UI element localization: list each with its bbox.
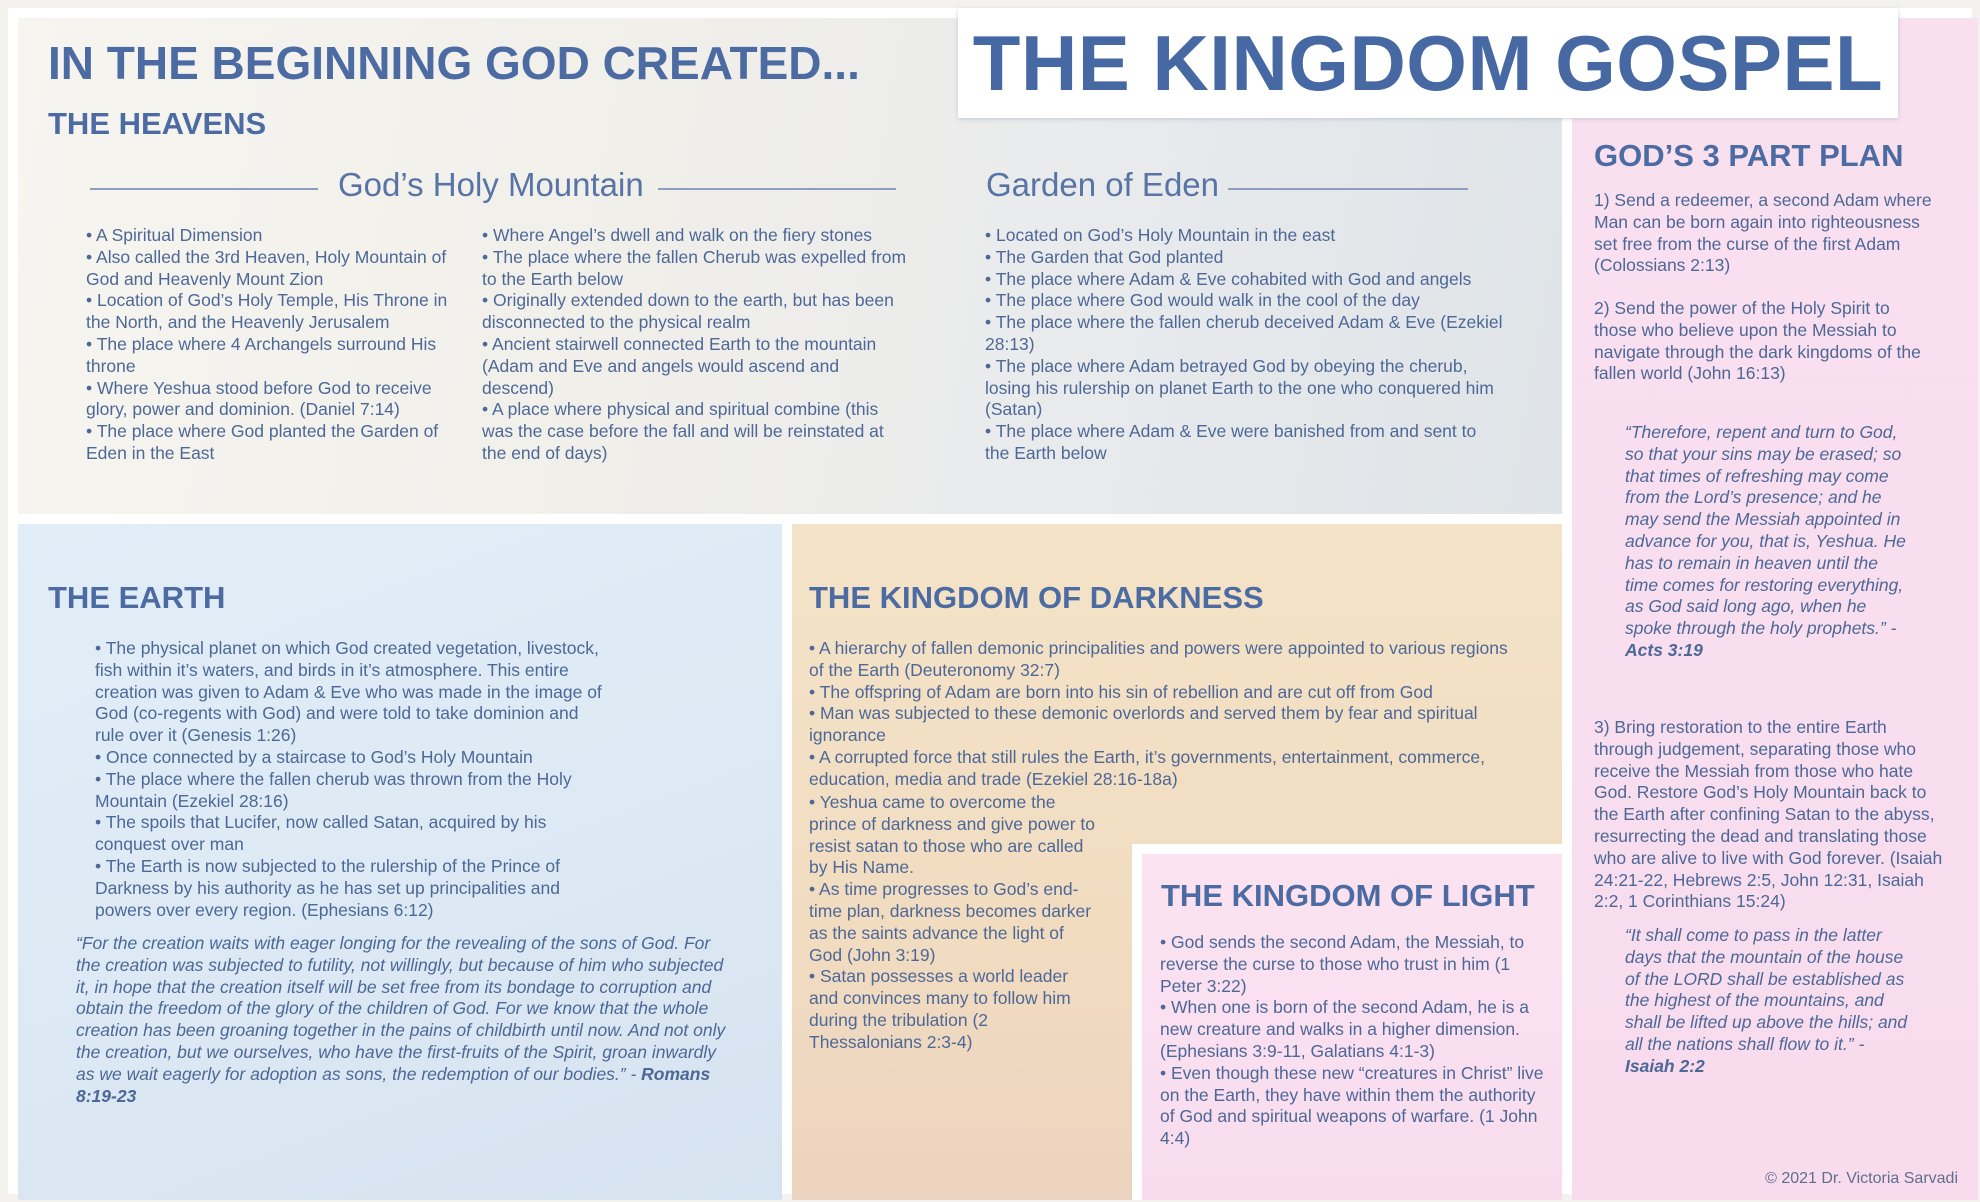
light-heading: THE KINGDOM OF LIGHT	[1161, 878, 1535, 913]
list-item: • The physical planet on which God created vegetation, livestock, fish within it’s waters, and birds in it’s atmosphere. This entire creation was given to Adam & Eve who was made in the image of God (co-regents with God) and were told to take dominion and rule over it (Genesis 1:26)	[95, 638, 605, 747]
earth-list	[95, 638, 605, 921]
plan-step-3: 3) Bring restoration to the entire Earth through judgement, separating those who receive the Messiah from those who hate God. Restore God’s Holy Mountain back to the Earth after confining Satan to the abyss, resurrecting the dead and translating those who are alive to live with God forever. (Isaiah 24:21-22, Hebrews 2:5, John 12:31, Isaiah 2:2, 1 Corinthians 15:24)	[1594, 717, 1943, 912]
list-item: • Originally extended down to the earth, but has been disconnected to the physical realm	[482, 290, 912, 334]
earth-quote-ref: Romans 8:19-23	[76, 1063, 711, 1106]
list-item: • Even though these new “creatures in Christ” live on the Earth, they have within them the authority of God and spiritual weapons of warfare. (1 John 4:4)	[1160, 1063, 1545, 1150]
list-item: • Where Yeshua stood before God to receive glory, power and dominion. (Daniel 7:14)	[86, 378, 462, 422]
main-title-box	[958, 8, 1898, 118]
list-item: • The place where the fallen Cherub was expelled from to the Earth below	[482, 247, 912, 291]
list-item: • The place where Adam betrayed God by obeying the cherub, losing his rulership on planet Earth to the one who conquered him (Satan)	[985, 356, 1505, 421]
plan-step-2: 2) Send the power of the Holy Spirit to those who believe upon the Messiah to navigate through the dark kingdoms of the fallen world (John 16:13)	[1594, 298, 1921, 384]
light-list	[1160, 932, 1545, 1150]
mountain-list-1	[86, 225, 462, 465]
list-item: • The Garden that God planted	[985, 247, 1505, 269]
list-item: • The place where God would walk in the cool of the day	[985, 290, 1505, 312]
darkness-narrow-list	[809, 792, 1097, 1054]
list-item: • God sends the second Adam, the Messiah, to reverse the curse to those who trust in him (1 Peter 3:22)	[1160, 932, 1545, 997]
earth-heading: THE EARTH	[48, 580, 226, 615]
mountain-list-2	[482, 225, 912, 465]
list-item: • The spoils that Lucifer, now called Satan, acquired by his conquest over man	[95, 812, 605, 856]
list-item: • Where Angel’s dwell and walk on the fiery stones	[482, 225, 912, 247]
plan-quote-1	[1625, 422, 1915, 662]
heavens-heading: THE HEAVENS	[48, 106, 267, 141]
list-item: • The Earth is now subjected to the rulership of the Prince of Darkness by his authority as he has set up principalities and powers over every region. (Ephesians 6:12)	[95, 856, 605, 921]
list-item: • The place where the fallen cherub was thrown from the Holy Mountain (Ezekiel 28:16)	[95, 769, 605, 813]
list-item: • Once connected by a staircase to God’s Holy Mountain	[95, 747, 605, 769]
list-item: • A place where physical and spiritual combine (this was the case before the fall and will be reinstated at the end of days)	[482, 399, 912, 464]
list-item: • Location of God’s Holy Temple, His Throne in the North, and the Heavenly Jerusalem	[86, 290, 462, 334]
mountain-title: God’s Holy Mountain	[338, 166, 644, 203]
mountain-rule-right	[658, 188, 896, 190]
list-item: • A hierarchy of fallen demonic principalities and powers were appointed to various regions of the Earth (Deuteronomy 32:7)	[809, 638, 1509, 682]
earth-quote	[76, 933, 736, 1107]
list-item: • The place where Adam & Eve cohabited with God and angels	[985, 269, 1505, 291]
eden-title: Garden of Eden	[986, 166, 1219, 203]
intro-title: IN THE BEGINNING GOD CREATED...	[48, 37, 860, 89]
list-item: • The offspring of Adam are born into his sin of rebellion and are cut off from God	[809, 682, 1509, 704]
plan-quote-2-text: “It shall come to pass in the latter days that the mountain of the house of the LORD shall be established as the highest of the mountains, and shall be lifted up above the hills; and all the nations shall flow to it.” -	[1625, 925, 1908, 1054]
eden-list	[985, 225, 1505, 465]
darkness-heading: THE KINGDOM OF DARKNESS	[809, 580, 1264, 615]
earth-quote-text: “For the creation waits with eager longing for the revealing of the sons of God. For the creation was subjected to futility, not willingly, but because of him who subjected it, in hope that the creation itself will be set free from its bondage to corruption and obtain the freedom of the glory of the children of God. For we know that the whole creation has been groaning together in the pains of childbirth until now. And not only the creation, but we ourselves, who have the first-fruits of the Spirit, groan inwardly as we wait eagerly for adoption as sons, the redemption of our bodies.” -	[76, 933, 726, 1084]
main-title: THE KINGDOM GOSPEL	[972, 19, 1884, 107]
plan-quote-2	[1625, 925, 1915, 1078]
plan-quote-1-text: “Therefore, repent and turn to God, so that your sins may be erased; so that times of refreshing may come from the Lord’s presence; and he may send the Messiah appointed in advance for you, that is, Yeshua. He has to remain in heaven until the time comes for restoring everything, as God said long ago, when he spoke through the holy prophets.” -	[1625, 422, 1906, 639]
list-item: • A Spiritual Dimension	[86, 225, 462, 247]
eden-rule	[1228, 188, 1468, 190]
darkness-list	[809, 638, 1509, 791]
mountain-rule-left	[90, 188, 318, 190]
plan-heading: GOD’S 3 PART PLAN	[1594, 138, 1904, 173]
list-item: • Man was subjected to these demonic overlords and served them by fear and spiritual ignorance	[809, 703, 1509, 747]
list-item: • The place where Adam & Eve were banished from and sent to the Earth below	[985, 421, 1505, 465]
list-item: • Ancient stairwell connected Earth to the mountain (Adam and Eve and angels would ascend and descend)	[482, 334, 912, 399]
list-item: • The place where God planted the Garden of Eden in the East	[86, 421, 462, 465]
list-item: • When one is born of the second Adam, he is a new creature and walks in a higher dimension. (Ephesians 3:9-11, Galatians 4:1-3)	[1160, 997, 1545, 1062]
plan-quote-2-ref: Isaiah 2:2	[1625, 1055, 1705, 1076]
plan-quote-1-ref: Acts 3:19	[1625, 639, 1703, 660]
list-item: • A corrupted force that still rules the Earth, it’s governments, entertainment, commerce, education, media and trade (Ezekiel 28:16-18a)	[809, 747, 1509, 791]
list-item: • As time progresses to God’s end-time plan, darkness becomes darker as the saints advance the light of God (John 3:19)	[809, 879, 1097, 966]
list-item: • The place where the fallen cherub deceived Adam & Eve (Ezekiel 28:13)	[985, 312, 1505, 356]
list-item: • Located on God’s Holy Mountain in the east	[985, 225, 1505, 247]
list-item: • Yeshua came to overcome the prince of darkness and give power to resist satan to those who are called by His Name.	[809, 792, 1097, 879]
list-item: • Also called the 3rd Heaven, Holy Mountain of God and Heavenly Mount Zion	[86, 247, 462, 291]
list-item: • Satan possesses a world leader and convinces many to follow him during the tribulation (2 Thessalonians 2:3-4)	[809, 966, 1097, 1053]
copyright: © 2021 Dr. Victoria Sarvadi	[1765, 1170, 1958, 1187]
plan-step-1: 1) Send a redeemer, a second Adam where Man can be born again into righteousness set free from the curse of the first Adam (Colossians 2:13)	[1594, 190, 1932, 276]
list-item: • The place where 4 Archangels surround His throne	[86, 334, 462, 378]
